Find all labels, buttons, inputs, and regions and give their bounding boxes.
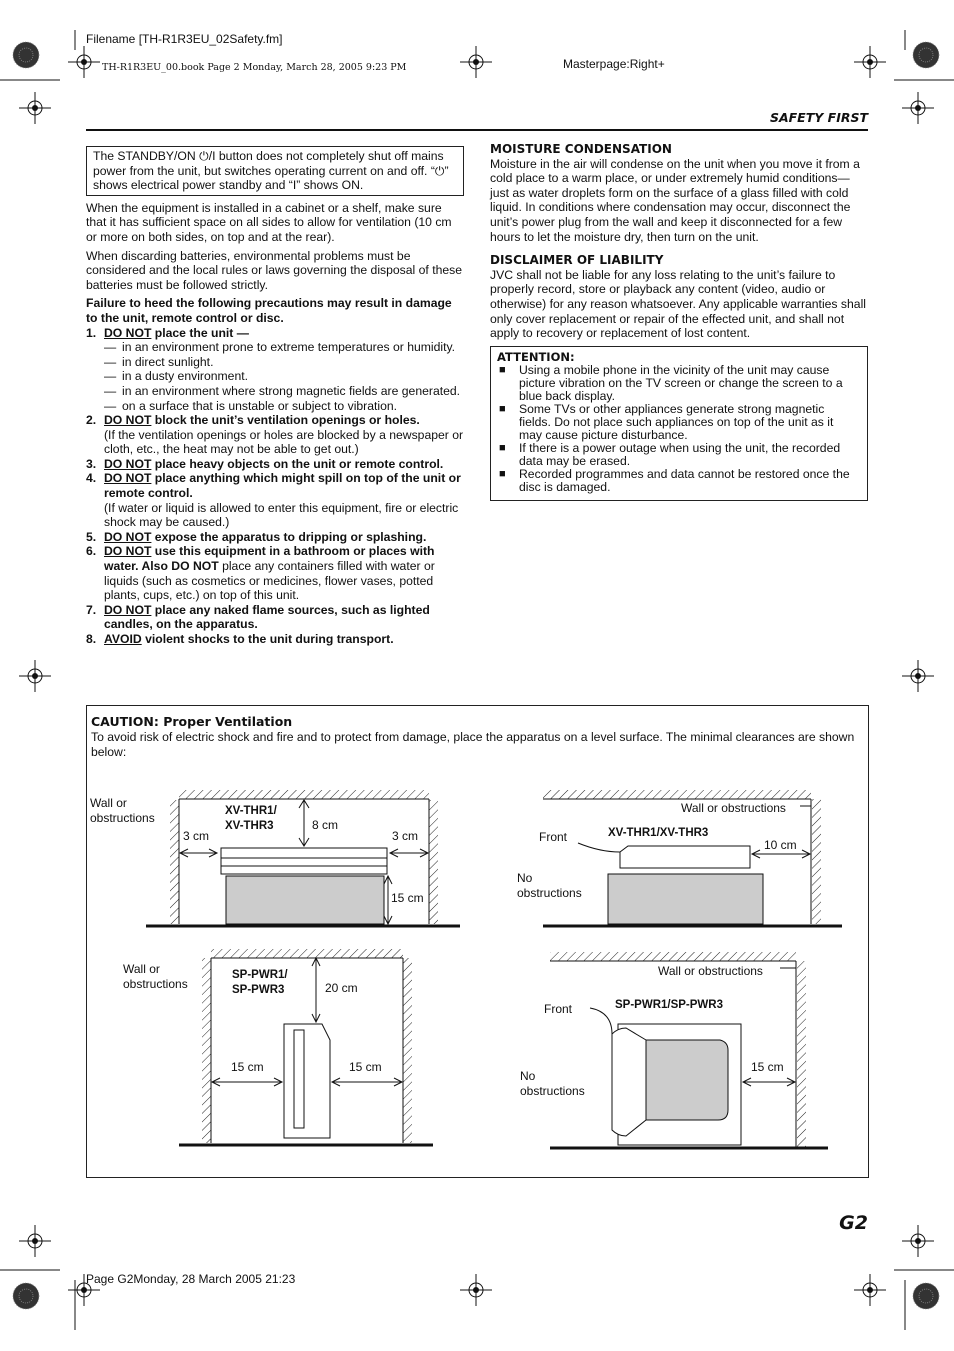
diagram-xv-front: [146, 790, 460, 926]
d2-rear-clearance: 10 cm: [764, 838, 797, 852]
list-item: ■ If there is a power outage when using the unit, the recorded data may be erased.: [499, 441, 841, 468]
disclaimer-text: JVC shall not be liable for any loss relating to the unit’s failure to properly record, store or playback any content (video, audio or otherwise) for any reason whatsoever. Any applicable warranties shall only cover replacement or repair of the effected unit, and shall not apply to recovery or replacement of lost content.: [490, 267, 866, 341]
list-item: — in direct sunlight.: [104, 354, 214, 369]
d4-front-label: Front: [544, 1002, 573, 1016]
d1-bottom-clearance: 15 cm: [391, 891, 424, 905]
d1-model-label: XV-THR1/ XV-THR3: [225, 805, 277, 832]
d3-top-clearance: 20 cm: [325, 981, 358, 995]
list-item: 4. DO NOT place anything which might spill on top of the unit or remote control. (If water or liquid is allowed to enter this equipment, fire or electric shock may be caused.): [86, 471, 461, 530]
precautions-warning: Failure to heed the following precautions may result in damage to the unit, remote control or disc.: [86, 296, 452, 325]
list-item: ■ Some TVs or other appliances generate strong magnetic fields. Do not place such appliances on top of the unit as it may cause picture disturbance.: [499, 402, 834, 442]
list-item: 2. DO NOT block the unit’s ventilation openings or holes. (If the ventilation openings or holes are blocked by a newspaper or cloth, etc., the heat may not be able to get out.): [86, 413, 464, 457]
caution-title: CAUTION: Proper Ventilation: [91, 714, 293, 729]
list-item: — in an environment prone to extreme temperatures or humidity.: [104, 340, 456, 355]
d1-top-clearance: 8 cm: [312, 818, 339, 832]
d3-wall-label: Wall or obstructions: [123, 962, 188, 991]
d1-right-clearance: 3 cm: [392, 829, 419, 843]
filename-label: Filename [TH-R1R3EU_02Safety.fm]: [86, 32, 283, 46]
d1-left-clearance: 3 cm: [183, 829, 210, 843]
d4-wall-label: Wall or obstructions: [658, 964, 763, 978]
standby-notice: The STANDBY/ON ⏻/I button does not completely shut off mains power from the unit, but switches operating current on and off. “⏻” shows electrical power standby and “I” shows ON.: [86, 146, 464, 196]
disclaimer-title: DISCLAIMER OF LIABILITY: [490, 253, 664, 268]
list-item: ■ Using a mobile phone in the vicinity of the unit may cause picture vibration on the TV screen or change the screen to a blue back display.: [499, 363, 843, 403]
d4-no-obstructions: No obstructions: [520, 1069, 585, 1098]
list-item: — on a surface that is unstable or subject to vibration.: [104, 398, 398, 413]
d2-front-label: Front: [539, 830, 568, 844]
d4-model-label: SP-PWR1/SP-PWR3: [615, 999, 723, 1011]
footer-stamp: Page G2Monday, 28 March 2005 21:23: [86, 1272, 296, 1286]
list-item: 8. AVOID violent shocks to the unit during transport.: [86, 632, 394, 646]
ventilation-paragraph: When the equipment is installed in a cabinet or a shelf, make sure that it has sufficient space on all sides to allow for ventilation (10 cm or more on both sides, on top and at the rear).: [86, 200, 452, 244]
d1-wall-label: Wall or obstructions: [90, 796, 155, 825]
moisture-title: MOISTURE CONDENSATION: [490, 142, 672, 156]
d2-no-obstructions: No obstructions: [517, 871, 582, 900]
attention-title: ATTENTION:: [497, 349, 575, 364]
list-item: — in an environment where strong magnetic fields are generated.: [104, 383, 461, 398]
list-item: 6. DO NOT use this equipment in a bathroom or places with water. Also DO NOT place any containers filled with water or liquids (such as cosmetics or medicines, flower vases, potted plants, cups, etc.) on top of this unit.: [86, 544, 435, 603]
caution-text: To avoid risk of electric shock and fire and to protect from damage, place the apparatus on a level surface. The minimal clearances are shown below:: [91, 730, 855, 759]
d3-model-label: SP-PWR1/ SP-PWR3: [232, 969, 288, 996]
d3-left-clearance: 15 cm: [231, 1060, 264, 1074]
moisture-text: Moisture in the air will condense on the unit when you move it from a cold place to a warm place, or under extremely humid conditions—just as water droplets form on the surface of a glass filled with cold liquid. In conditions where condensation may occur, disconnect the unit’s power plug from the wall and keep it disconnected for a few hours to let the moisture dry, then turn on the unit.: [490, 156, 860, 244]
diagram-sp-side: [550, 952, 828, 1148]
d2-model-label: XV-THR1/XV-THR3: [608, 827, 709, 839]
list-item: 7. DO NOT place any naked flame sources, such as lighted candles, on the apparatus.: [86, 602, 430, 632]
list-item: — in a dusty environment.: [104, 369, 249, 384]
masterpage-label: Masterpage:Right+: [563, 57, 665, 71]
book-stamp: TH-R1R3EU_00.book Page 2 Monday, March 28, 2005 9:23 PM: [102, 62, 407, 73]
diagram-sp-front: [179, 949, 433, 1145]
list-item: ■ Recorded programmes and data cannot be restored once the disc is damaged.: [499, 467, 850, 494]
d2-wall-label: Wall or obstructions: [681, 801, 786, 815]
section-title: SAFETY FIRST: [769, 110, 868, 125]
list-item: 3. DO NOT place heavy objects on the unit or remote control.: [86, 456, 444, 471]
d4-rear-clearance: 15 cm: [751, 1060, 784, 1074]
list-item: 5. DO NOT expose the apparatus to dripping or splashing.: [86, 529, 427, 544]
d3-right-clearance: 15 cm: [349, 1060, 382, 1074]
list-item: 1. DO NOT place the unit — — in an environment prone to extreme temperatures or humidity. — in direct sunlight. — in a dusty environment. — in an environment where strong magnetic fields are generated. — on a surface that is unstable or subject to vibration.: [86, 326, 464, 414]
page-number: G2: [839, 1212, 868, 1234]
batteries-paragraph: When discarding batteries, environmental problems must be considered and the local rules or laws governing the disposal of these batteries must be followed strictly.: [86, 248, 463, 292]
